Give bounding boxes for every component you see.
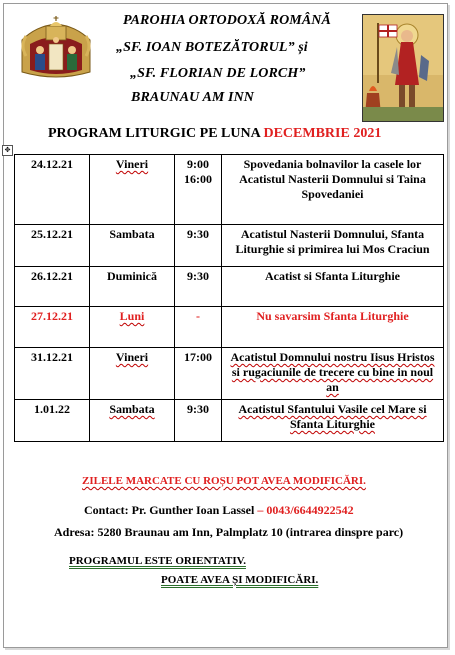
- schedule-row: [15, 400, 444, 442]
- row-time: 9:30: [175, 267, 222, 307]
- contact-phone: – 0043/6644922542: [257, 503, 354, 517]
- row-description: Spovedania bolnavilor la casele lor Acatistul Nasterii Domnului si Taina Spovedaniei: [222, 155, 444, 225]
- row-time: 17:00: [175, 348, 222, 400]
- contact-line: [84, 503, 354, 518]
- schedule-row: [15, 155, 444, 225]
- schedule-title: [48, 126, 381, 142]
- program-note-2: [161, 574, 318, 586]
- row-date: 26.12.21: [15, 267, 90, 307]
- schedule-row: [15, 225, 444, 267]
- row-time: -: [175, 307, 222, 348]
- schedule-row: [15, 267, 444, 307]
- row-day-text: Vineri: [115, 350, 149, 364]
- row-time: 9:00 16:00: [175, 155, 222, 225]
- row-date: 24.12.21: [15, 155, 90, 225]
- address-line: Adresa: 5280 Braunau am Inn, Palmplatz 10 (intrarea dinspre parc): [54, 525, 404, 539]
- row-description: Acatist si Sfanta Liturghie: [222, 267, 444, 307]
- program-note-1: [69, 555, 246, 567]
- parish-name: PAROHIA ORTODOXĂ ROMÂNĂ: [123, 13, 331, 28]
- row-day-text: Sambata: [109, 402, 155, 416]
- row-date: 31.12.21: [15, 348, 90, 400]
- title-prefix: PROGRAM LITURGIC PE LUNA: [48, 126, 260, 141]
- parish-patron-2: „SF. FLORIAN DE LORCH”: [130, 66, 306, 81]
- row-day: [90, 348, 175, 400]
- row-description: Acatistul Nasterii Domnului, Sfanta Liturghie si primirea lui Mos Craciun: [222, 225, 444, 267]
- row-day: Duminică: [90, 267, 175, 307]
- row-day-text: Vineri: [115, 157, 149, 171]
- contact-label: Contact: Pr. Gunther Ioan Lassel: [84, 503, 255, 517]
- saint-florian-icon: [362, 14, 444, 122]
- row-description-text: Acatistul Sfantului Vasile cel Mare si Sfanta Liturghie: [238, 402, 427, 431]
- document-page: [3, 3, 448, 648]
- title-month: DECEMBRIE 2021: [263, 126, 382, 141]
- parish-city: BRAUNAU AM INN: [131, 90, 255, 105]
- schedule-row: [15, 348, 444, 400]
- row-time: 9:30: [175, 225, 222, 267]
- row-description: [222, 348, 444, 400]
- row-day: [90, 155, 175, 225]
- row-day: Sambata: [90, 225, 175, 267]
- row-date: 1.01.22: [15, 400, 90, 442]
- row-date: 27.12.21: [15, 307, 90, 348]
- program-note-1-text: PROGRAMUL ESTE ORIENTATIV.: [69, 555, 246, 567]
- schedule-row-highlighted: [15, 307, 444, 348]
- program-note-2-text: POATE AVEA ȘI MODIFICĂRI.: [161, 574, 319, 586]
- church-crest-icon: [16, 16, 96, 82]
- row-time: 9:30: [175, 400, 222, 442]
- liturgical-schedule-table: [14, 154, 444, 442]
- row-day: [90, 307, 175, 348]
- row-description-text: Acatistul Domnului nostru Iisus Hristos si rugaciunile de trecere cu bine in noul an: [230, 350, 435, 394]
- row-description: Nu savarsim Sfanta Liturghie: [222, 307, 444, 348]
- red-days-note: [82, 475, 366, 487]
- red-days-note-text: ZILELE MARCATE CU ROȘU POT AVEA MODIFICĂRI.: [82, 475, 366, 487]
- row-day-text: Luni: [119, 309, 145, 323]
- parish-patron-1: „SF. IOAN BOTEZĂTORUL” și: [116, 40, 308, 55]
- row-description: [222, 400, 444, 442]
- row-date: 25.12.21: [15, 225, 90, 267]
- row-day: [90, 400, 175, 442]
- table-move-handle-icon[interactable]: ✥: [2, 145, 13, 156]
